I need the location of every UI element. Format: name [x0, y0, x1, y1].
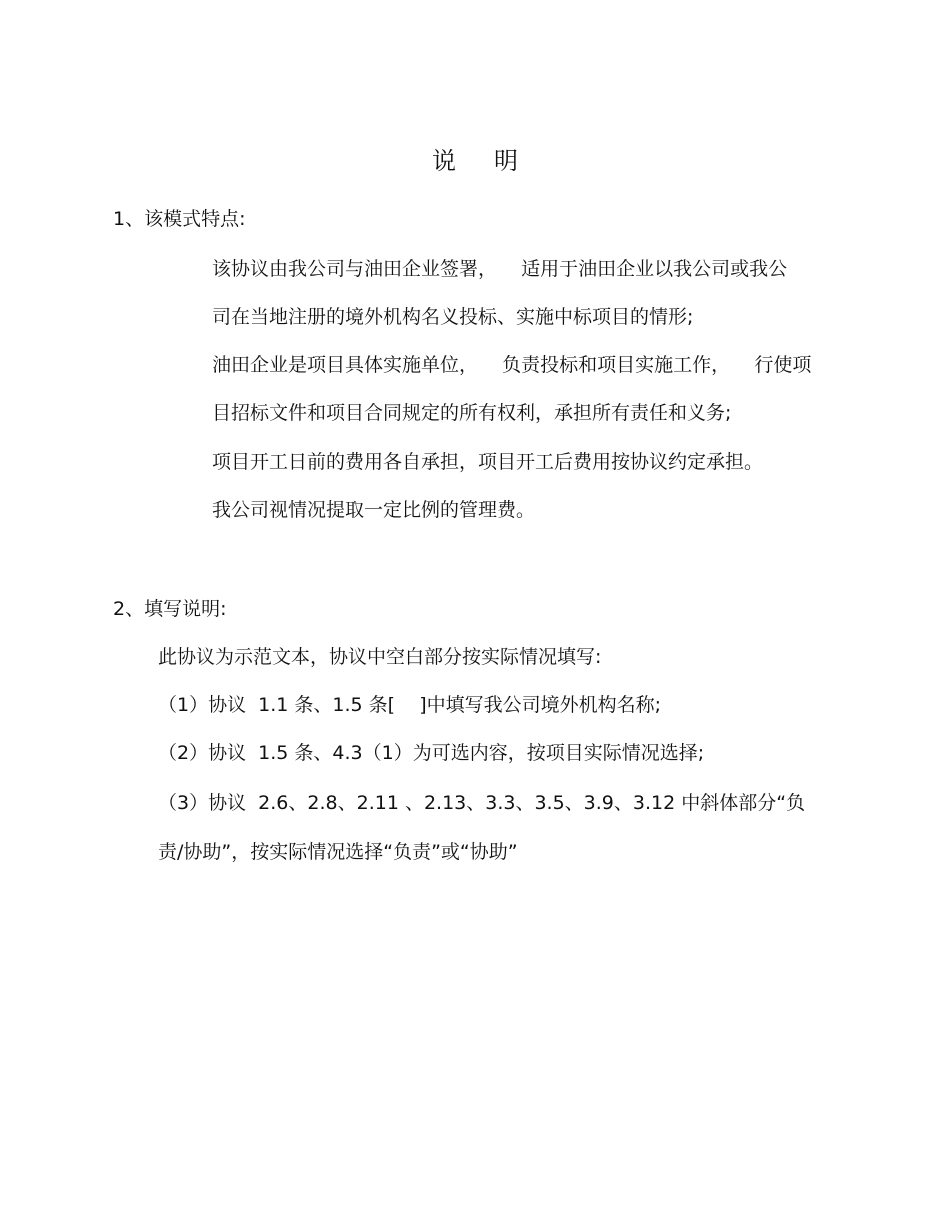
section-1-line-1: 该协议由我公司与油田企业签署， 适用于油田企业以我公司或我公: [212, 258, 788, 280]
section-1-line-5: 项目开工日前的费用各自承担，项目开工后费用按协议约定承担。: [212, 451, 764, 473]
section-2-item-3-continued: 责/协助”，按实际情况选择“负责”或“协助”: [158, 841, 518, 863]
section-1-line-3: 油田企业是项目具体实施单位， 负责投标和项目实施工作， 行使项: [212, 354, 812, 376]
section-2-heading: 2、填写说明:: [113, 598, 227, 620]
section-1-line-2: 司在当地注册的境外机构名义投标、实施中标项目的情形;: [212, 306, 694, 328]
section-2-item-3: （3）协议 2.6、2.8、2.11 、2.13、3.3、3.5、3.9、3.12 中斜体部分“负: [158, 792, 806, 814]
section-1-line-4: 目招标文件和项目合同规定的所有权利，承担所有责任和义务;: [212, 402, 732, 424]
section-2-item-1: （1）协议 1.1 条、1.5 条[ ]中填写我公司境外机构名称;: [158, 694, 662, 716]
section-1-heading: 1、该模式特点:: [113, 208, 246, 230]
section-1-line-6: 我公司视情况提取一定比例的管理费。: [212, 499, 536, 521]
page-title: 说明: [432, 147, 556, 175]
section-2-intro: 此协议为示范文本，协议中空白部分按实际情况填写:: [158, 646, 602, 668]
section-2-item-2: （2）协议 1.5 条、4.3（1）为可选内容，按项目实际情况选择;: [158, 742, 705, 764]
